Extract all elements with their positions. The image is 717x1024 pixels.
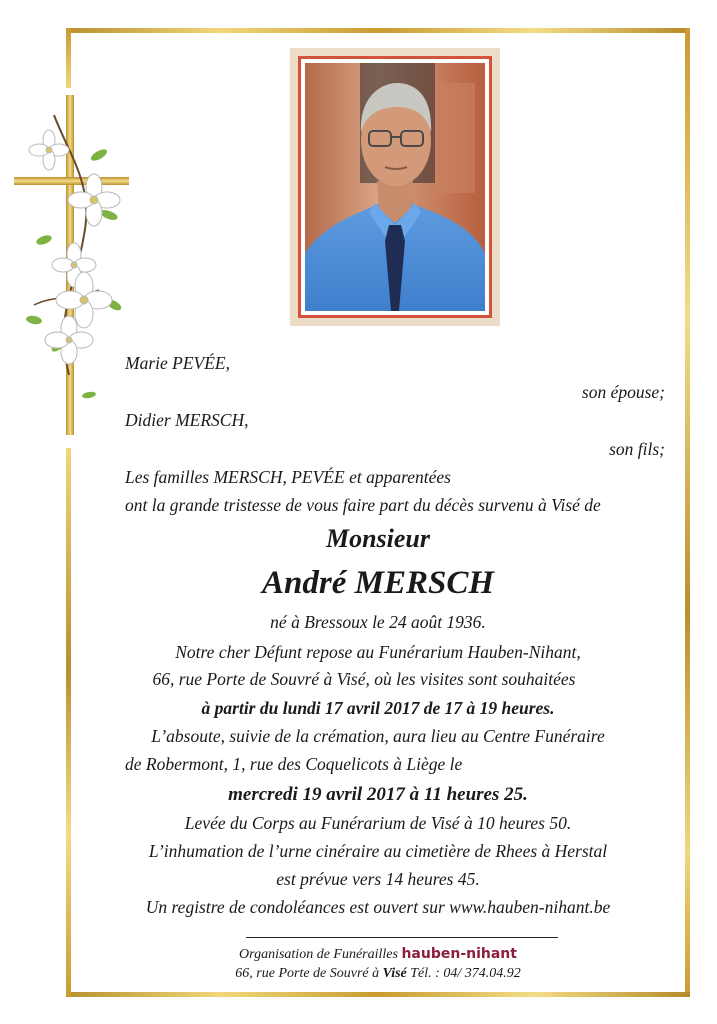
footer-address bbox=[88, 966, 668, 982]
families-line: Les familles MERSCH, PEVÉE et apparentées bbox=[125, 467, 451, 487]
ceremony-date: mercredi 19 avril 2017 à 11 heures 25. bbox=[228, 784, 528, 805]
portrait-photo bbox=[305, 63, 485, 311]
footer-separator bbox=[246, 937, 558, 938]
footer-org-prefix: Organisation de Funérailles bbox=[239, 947, 398, 962]
frame-bottom-border bbox=[66, 992, 690, 997]
visitation-line-1: Notre cher Défunt repose au Funérarium Hauben-Nihant, bbox=[175, 642, 581, 662]
son-role: son fils; bbox=[609, 439, 665, 459]
ceremony-line-5: L’inhumation de l’urne cinéraire au cimetière de Rhees à Herstal bbox=[148, 841, 608, 861]
son-name: Didier MERSCH, bbox=[125, 410, 249, 430]
visitation-dates: à partir du lundi 17 avril 2017 de 17 à 19 heures. bbox=[201, 698, 555, 718]
portrait-inner-mat bbox=[301, 59, 489, 315]
deceased-title: Monsieur bbox=[325, 524, 431, 553]
frame-left-border-bottom bbox=[66, 448, 71, 997]
wife-role: son épouse; bbox=[581, 382, 665, 402]
frame-left-border-top bbox=[66, 28, 71, 88]
frame-top-border bbox=[66, 28, 690, 33]
footer-phone: Tél. : 04/ 374.04.92 bbox=[410, 966, 521, 981]
wife-name: Marie PEVÉE, bbox=[125, 353, 230, 373]
brand-logo: hauben-nihant bbox=[401, 946, 517, 962]
condolence-register: Un registre de condoléances est ouvert sur www.hauben-nihant.be bbox=[145, 897, 611, 917]
ceremony-line-4: Levée du Corps au Funérarium de Visé à 10 heures 50. bbox=[184, 813, 572, 833]
footer-organisation bbox=[88, 946, 668, 963]
portrait-border bbox=[298, 56, 492, 318]
deceased-name: André MERSCH bbox=[262, 565, 494, 601]
ceremony-line-1: L’absoute, suivie de la crémation, aura lieu au Centre Funéraire bbox=[151, 726, 605, 746]
announcement-line: ont la grande tristesse de vous faire part du décès survenu à Visé de bbox=[125, 495, 601, 515]
portrait-frame bbox=[290, 48, 500, 326]
frame-right-border bbox=[685, 28, 690, 997]
visitation-line-2: 66, rue Porte de Souvré à Visé, où les visites sont souhaitées bbox=[152, 669, 576, 689]
ceremony-line-6: est prévue vers 14 heures 45. bbox=[276, 869, 480, 889]
footer-address-prefix: 66, rue Porte de Souvré à bbox=[235, 966, 380, 981]
cross-flowers-icon bbox=[14, 95, 134, 435]
ceremony-line-2: de Robermont, 1, rue des Coquelicots à Liège le bbox=[125, 754, 463, 774]
birth-line: né à Bressoux le 24 août 1936. bbox=[270, 612, 486, 632]
footer-address-city: Visé bbox=[382, 966, 407, 981]
